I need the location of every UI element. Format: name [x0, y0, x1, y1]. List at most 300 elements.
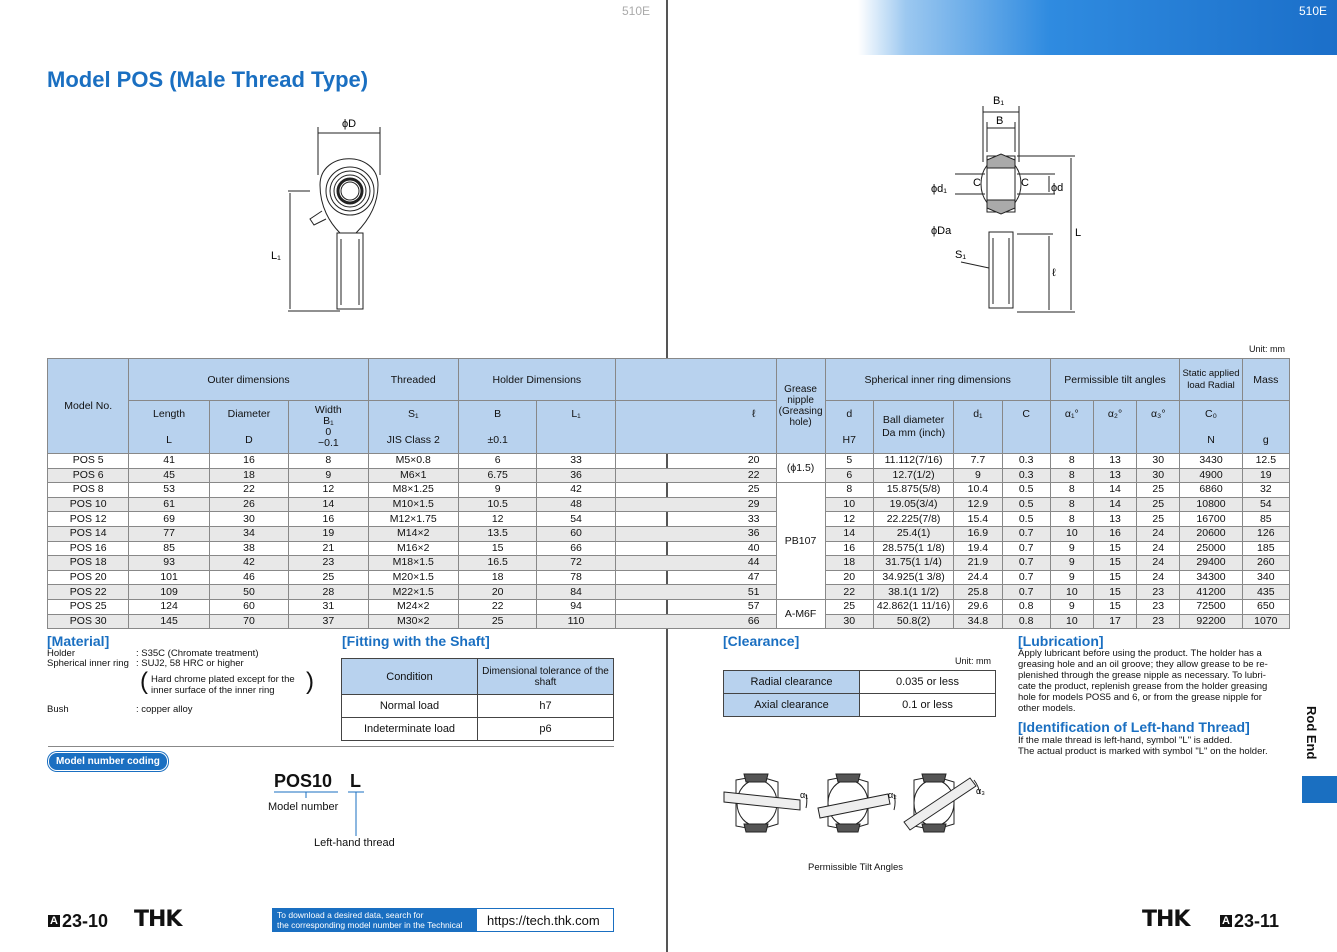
cell-d: 5 — [825, 454, 873, 469]
header-blank — [615, 359, 776, 401]
cell-model: POS 12 — [48, 512, 129, 527]
cell-ball: 15.875(5/8) — [873, 483, 953, 498]
table-row — [48, 614, 1290, 629]
spec-table-body — [48, 454, 1290, 629]
header-mass: Mass — [1242, 359, 1289, 401]
cell-ball: 19.05(3/4) — [873, 497, 953, 512]
cell-width: 14 — [289, 497, 368, 512]
cell-l1: 66 — [537, 541, 615, 556]
header-g: g — [1242, 401, 1289, 454]
rod-end-front-drawing — [270, 115, 400, 325]
cell-diameter: 42 — [209, 556, 288, 571]
label-l1: L₁ — [271, 250, 281, 262]
cell-d1: 21.9 — [954, 556, 1002, 571]
cell-ball: 31.75(1 1/4) — [873, 556, 953, 571]
cell-c: 0.7 — [1002, 570, 1050, 585]
header-diameter: Diameter D — [209, 401, 288, 454]
side-tab-label: Rod End — [1304, 706, 1319, 760]
thk-logo-left: THK — [134, 907, 182, 932]
cell-d: 6 — [825, 468, 873, 483]
cell-a2: 13 — [1093, 454, 1136, 469]
cell-c: 0.7 — [1002, 556, 1050, 571]
cell-a2: 16 — [1093, 526, 1136, 541]
header-width: Width B₁ 0 −0.1 — [289, 401, 368, 454]
clearance-table — [723, 670, 996, 717]
cell-static-load: 92200 — [1180, 614, 1242, 629]
header-ell: ℓ — [615, 401, 776, 454]
cell-c: 0.8 — [1002, 614, 1050, 629]
cell-d: 25 — [825, 599, 873, 614]
cell-thread: M8×1.25 — [368, 483, 458, 498]
doc-code-right: 510E — [1298, 4, 1327, 18]
cell-ell: 20 — [615, 454, 776, 469]
cell-thread: M22×1.5 — [368, 585, 458, 600]
cell-static-load: 6860 — [1180, 483, 1242, 498]
table-row — [48, 599, 1290, 614]
label-phi-d1: ϕd₁ — [931, 183, 947, 195]
cell-l1: 84 — [537, 585, 615, 600]
table-row — [48, 512, 1290, 527]
cell-length: 77 — [129, 526, 209, 541]
cell-c: 0.3 — [1002, 454, 1050, 469]
tilt-a1: α₁ — [800, 790, 809, 800]
label-b1: B₁ — [993, 95, 1005, 107]
cell-d1: 24.4 — [954, 570, 1002, 585]
material-ring-note2: inner surface of the inner ring — [151, 685, 275, 696]
cell-ball: 38.1(1 1/2) — [873, 585, 953, 600]
cell-d1: 12.9 — [954, 497, 1002, 512]
cell-a2: 15 — [1093, 541, 1136, 556]
cell-l1: 33 — [537, 454, 615, 469]
cell-ell: 29 — [615, 497, 776, 512]
cell-width: 23 — [289, 556, 368, 571]
cell-a2: 17 — [1093, 614, 1136, 629]
cell-d: 14 — [825, 526, 873, 541]
cell-b: 18 — [458, 570, 536, 585]
cell-a1: 9 — [1050, 570, 1093, 585]
right-page-number: A 23-11 — [1222, 911, 1279, 931]
material-holder-label: Holder — [47, 648, 75, 659]
cell-a2: 15 — [1093, 570, 1136, 585]
cell-d1: 34.8 — [954, 614, 1002, 629]
cell-d1: 9 — [954, 468, 1002, 483]
cell-ell: 44 — [615, 556, 776, 571]
header-static: Static applied load Radial — [1180, 359, 1242, 401]
cell-mass: 340 — [1242, 570, 1289, 585]
header-s1: S₁ JIS Class 2 — [368, 401, 458, 454]
cell-static-load: 25000 — [1180, 541, 1242, 556]
cell-length: 145 — [129, 614, 209, 629]
left-hand-title: [Identification of Left-hand Thread] — [1018, 719, 1250, 735]
table-unit: Unit: mm — [1249, 344, 1285, 354]
cell-d: 22 — [825, 585, 873, 600]
cell-diameter: 16 — [209, 454, 288, 469]
table-row — [48, 541, 1290, 556]
cell-diameter: 50 — [209, 585, 288, 600]
table-row — [48, 483, 1290, 498]
tech-site-link[interactable]: https://tech.thk.com — [487, 913, 600, 928]
cell-d1: 25.8 — [954, 585, 1002, 600]
cell-length: 124 — [129, 599, 209, 614]
cell-a2: 13 — [1093, 512, 1136, 527]
header-band — [858, 0, 1337, 55]
table-row — [48, 585, 1290, 600]
cell-a3: 30 — [1137, 454, 1180, 469]
fitting-r2-tolerance: p6 — [478, 718, 614, 741]
model-coding-badge: Model number coding — [48, 752, 168, 771]
header-ball: Ball diameter Da mm (inch) — [873, 401, 953, 454]
cell-a3: 25 — [1137, 512, 1180, 527]
cell-c: 0.5 — [1002, 483, 1050, 498]
fitting-r1-tolerance: h7 — [478, 695, 614, 718]
cell-l1: 36 — [537, 468, 615, 483]
cell-a1: 8 — [1050, 454, 1093, 469]
clearance-unit: Unit: mm — [955, 656, 991, 666]
header-outer: Outer dimensions — [129, 359, 368, 401]
cell-diameter: 18 — [209, 468, 288, 483]
cell-length: 69 — [129, 512, 209, 527]
cell-static-load: 16700 — [1180, 512, 1242, 527]
cell-d1: 15.4 — [954, 512, 1002, 527]
cell-thread: M16×2 — [368, 541, 458, 556]
cell-a2: 13 — [1093, 468, 1136, 483]
cell-a1: 10 — [1050, 614, 1093, 629]
cell-length: 85 — [129, 541, 209, 556]
cell-a3: 23 — [1137, 614, 1180, 629]
label-s1: S₁ — [955, 249, 967, 261]
cell-static-load: 72500 — [1180, 599, 1242, 614]
cell-d1: 7.7 — [954, 454, 1002, 469]
coding-model: POS10 — [274, 771, 333, 791]
cell-c: 0.7 — [1002, 526, 1050, 541]
cell-a2: 15 — [1093, 599, 1136, 614]
cell-thread: M10×1.5 — [368, 497, 458, 512]
cell-ell: 25 — [615, 483, 776, 498]
label-c-left: C — [973, 177, 981, 189]
fitting-title: [Fitting with the Shaft] — [342, 633, 490, 649]
header-spherical: Spherical inner ring dimensions — [825, 359, 1050, 401]
cell-b: 16.5 — [458, 556, 536, 571]
cell-a2: 14 — [1093, 483, 1136, 498]
cell-mass: 435 — [1242, 585, 1289, 600]
cell-d: 8 — [825, 483, 873, 498]
cell-width: 28 — [289, 585, 368, 600]
cell-a1: 8 — [1050, 468, 1093, 483]
cell-l1: 48 — [537, 497, 615, 512]
cell-ball: 50.8(2) — [873, 614, 953, 629]
doc-code-left: 510E — [622, 4, 651, 18]
paren-left: ( — [140, 668, 148, 695]
tilt-a2: α₂ — [888, 790, 897, 800]
header-threaded: Threaded — [368, 359, 458, 401]
download-note: To download a desired data, search for the corresponding model number in the Technical site. — [273, 909, 477, 931]
cell-mass: 12.5 — [1242, 454, 1289, 469]
cell-b: 15 — [458, 541, 536, 556]
header-d: d H7 — [825, 401, 873, 454]
cell-static-load: 20600 — [1180, 526, 1242, 541]
cell-model: POS 10 — [48, 497, 129, 512]
cell-b: 22 — [458, 599, 536, 614]
clearance-r2-value: 0.1 or less — [860, 694, 996, 717]
cell-d: 30 — [825, 614, 873, 629]
material-bush-label: Bush — [47, 704, 69, 715]
cell-b: 6 — [458, 454, 536, 469]
coding-suffix-label: Left-hand thread — [314, 837, 395, 849]
cell-a2: 14 — [1093, 497, 1136, 512]
cell-thread: M30×2 — [368, 614, 458, 629]
header-a2: α₂° — [1093, 401, 1136, 454]
cell-c: 0.7 — [1002, 541, 1050, 556]
coding-model-label: Model number — [268, 801, 339, 813]
cell-length: 109 — [129, 585, 209, 600]
table-row — [48, 497, 1290, 512]
cell-a3: 25 — [1137, 483, 1180, 498]
cell-diameter: 22 — [209, 483, 288, 498]
cell-l1: 60 — [537, 526, 615, 541]
cell-thread: M24×2 — [368, 599, 458, 614]
fitting-r2-condition: Indeterminate load — [342, 718, 478, 741]
cell-length: 41 — [129, 454, 209, 469]
cell-length: 93 — [129, 556, 209, 571]
cell-a3: 23 — [1137, 599, 1180, 614]
left-hand-line2: The actual product is marked with symbol "L" on the holder. — [1018, 746, 1268, 757]
cell-a1: 8 — [1050, 512, 1093, 527]
header-l1: L₁ — [537, 401, 615, 454]
cell-l1: 94 — [537, 599, 615, 614]
cell-ball: 11.112(7/16) — [873, 454, 953, 469]
label-phi-d: ϕD — [342, 118, 357, 130]
clearance-r2-label: Axial clearance — [724, 694, 860, 717]
cell-a1: 10 — [1050, 526, 1093, 541]
label-l: L — [1075, 227, 1082, 239]
fitting-header-tolerance: Dimensional tolerance of the shaft — [478, 659, 614, 695]
cell-d: 18 — [825, 556, 873, 571]
cell-c: 0.8 — [1002, 599, 1050, 614]
fitting-r1-condition: Normal load — [342, 695, 478, 718]
cell-a3: 24 — [1137, 526, 1180, 541]
cell-thread: M18×1.5 — [368, 556, 458, 571]
cell-a3: 24 — [1137, 570, 1180, 585]
cell-width: 21 — [289, 541, 368, 556]
cell-diameter: 38 — [209, 541, 288, 556]
cell-model: POS 25 — [48, 599, 129, 614]
table-row — [48, 570, 1290, 585]
cell-b: 12 — [458, 512, 536, 527]
cell-ball: 34.925(1 3/8) — [873, 570, 953, 585]
cell-a3: 30 — [1137, 468, 1180, 483]
cell-d1: 29.6 — [954, 599, 1002, 614]
cell-a3: 25 — [1137, 497, 1180, 512]
grease-cell-pb107: PB107 — [776, 483, 825, 600]
material-ring-note1: Hard chrome plated except for the — [151, 674, 295, 685]
tilt-caption: Permissible Tilt Angles — [808, 862, 904, 873]
cell-static-load: 34300 — [1180, 570, 1242, 585]
header-model: Model No. — [48, 359, 129, 454]
cell-width: 8 — [289, 454, 368, 469]
label-b: B — [996, 115, 1004, 127]
cell-width: 9 — [289, 468, 368, 483]
cell-thread: M6×1 — [368, 468, 458, 483]
cell-model: POS 30 — [48, 614, 129, 629]
cell-ell: 36 — [615, 526, 776, 541]
label-phi-da: ϕDa — [931, 225, 952, 237]
header-a1: α₁° — [1050, 401, 1093, 454]
lubrication-line: cate the product, replenish grease from the holder greasing — [1018, 681, 1268, 692]
cell-model: POS 6 — [48, 468, 129, 483]
cell-a1: 9 — [1050, 556, 1093, 571]
cell-a1: 8 — [1050, 497, 1093, 512]
cell-a3: 24 — [1137, 556, 1180, 571]
rod-end-side-drawing — [925, 92, 1085, 318]
cell-ball: 12.7(1/2) — [873, 468, 953, 483]
cell-a1: 8 — [1050, 483, 1093, 498]
cell-model: POS 16 — [48, 541, 129, 556]
spec-table — [47, 358, 1290, 629]
cell-a1: 10 — [1050, 585, 1093, 600]
cell-model: POS 22 — [48, 585, 129, 600]
cell-ell: 51 — [615, 585, 776, 600]
cell-static-load: 41200 — [1180, 585, 1242, 600]
header-c0: C₀ N — [1180, 401, 1242, 454]
header-holder: Holder Dimensions — [458, 359, 615, 401]
header-grease: Grease nipple (Greasing hole) — [776, 359, 825, 454]
cell-a1: 9 — [1050, 541, 1093, 556]
header-a3: α₃° — [1137, 401, 1180, 454]
lubrication-line: plenished through the grease nipple as necessary. To lubri- — [1018, 670, 1266, 681]
cell-a1: 9 — [1050, 599, 1093, 614]
lubrication-text — [1018, 648, 1292, 714]
cell-model: POS 5 — [48, 454, 129, 469]
cell-c: 0.3 — [1002, 468, 1050, 483]
tilt-angle-drawings — [718, 768, 998, 838]
cell-width: 12 — [289, 483, 368, 498]
lubrication-line: greasing hole and an oil groove; they allow grease to be re- — [1018, 659, 1268, 670]
fitting-header-condition: Condition — [342, 659, 478, 695]
coding-rule — [48, 746, 614, 747]
header-tilt: Permissible tilt angles — [1050, 359, 1180, 401]
cell-mass: 19 — [1242, 468, 1289, 483]
cell-width: 37 — [289, 614, 368, 629]
cell-length: 53 — [129, 483, 209, 498]
cell-mass: 54 — [1242, 497, 1289, 512]
cell-width: 25 — [289, 570, 368, 585]
left-page-number: A 23-10 — [50, 911, 108, 931]
cell-l1: 78 — [537, 570, 615, 585]
cell-d: 12 — [825, 512, 873, 527]
cell-static-load: 29400 — [1180, 556, 1242, 571]
clearance-r1-value: 0.035 or less — [860, 671, 996, 694]
label-ell: ℓ — [1052, 267, 1056, 279]
clearance-title: [Clearance] — [723, 633, 800, 649]
paren-right: ) — [306, 668, 314, 695]
side-tab-marker — [1302, 776, 1337, 803]
lubrication-line: hole for models POS5 and 6, or from the grease nipple for — [1018, 692, 1262, 703]
cell-b: 9 — [458, 483, 536, 498]
cell-mass: 1070 — [1242, 614, 1289, 629]
cell-model: POS 20 — [48, 570, 129, 585]
cell-l1: 54 — [537, 512, 615, 527]
grease-cell-phi15: (ϕ1.5) — [776, 454, 825, 483]
material-ring-value: : SUJ2, 58 HRC or higher — [136, 658, 244, 669]
header-length: Length L — [129, 401, 209, 454]
cell-ball: 22.225(7/8) — [873, 512, 953, 527]
cell-mass: 85 — [1242, 512, 1289, 527]
cell-width: 19 — [289, 526, 368, 541]
cell-d1: 10.4 — [954, 483, 1002, 498]
material-title: [Material] — [47, 633, 110, 649]
cell-l1: 72 — [537, 556, 615, 571]
download-box — [272, 908, 614, 940]
cell-d: 20 — [825, 570, 873, 585]
lubrication-line: other models. — [1018, 703, 1076, 714]
cell-b: 13.5 — [458, 526, 536, 541]
cell-l1: 42 — [537, 483, 615, 498]
cell-c: 0.5 — [1002, 497, 1050, 512]
cell-diameter: 30 — [209, 512, 288, 527]
cell-static-load: 4900 — [1180, 468, 1242, 483]
cell-b: 20 — [458, 585, 536, 600]
clearance-r1-label: Radial clearance — [724, 671, 860, 694]
cell-thread: M20×1.5 — [368, 570, 458, 585]
lubrication-title: [Lubrication] — [1018, 633, 1104, 649]
coding-suffix: L — [350, 771, 361, 791]
grease-cell-am6f: A-M6F — [776, 599, 825, 628]
cell-static-load: 3430 — [1180, 454, 1242, 469]
cell-length: 101 — [129, 570, 209, 585]
left-hand-line1: If the male thread is left-hand, symbol "L" is added. — [1018, 735, 1233, 746]
table-row — [48, 468, 1290, 483]
cell-mass: 650 — [1242, 599, 1289, 614]
cell-static-load: 10800 — [1180, 497, 1242, 512]
cell-b: 10.5 — [458, 497, 536, 512]
cell-mass: 126 — [1242, 526, 1289, 541]
cell-mass: 260 — [1242, 556, 1289, 571]
cell-ball: 25.4(1) — [873, 526, 953, 541]
cell-l1: 110 — [537, 614, 615, 629]
table-row — [48, 454, 1290, 469]
cell-thread: M14×2 — [368, 526, 458, 541]
cell-ell: 22 — [615, 468, 776, 483]
cell-length: 45 — [129, 468, 209, 483]
coding-leader-lines — [270, 790, 370, 840]
cell-thread: M12×1.75 — [368, 512, 458, 527]
page-title: Model POS (Male Thread Type) — [47, 67, 369, 92]
label-phi-d-right: ϕd — [1051, 182, 1064, 194]
cell-a3: 24 — [1137, 541, 1180, 556]
cell-diameter: 70 — [209, 614, 288, 629]
cell-length: 61 — [129, 497, 209, 512]
cell-d1: 19.4 — [954, 541, 1002, 556]
tilt-a3: α₃ — [976, 786, 985, 796]
cell-b: 6.75 — [458, 468, 536, 483]
cell-diameter: 34 — [209, 526, 288, 541]
label-c-right: C — [1021, 177, 1029, 189]
cell-ell: 47 — [615, 570, 776, 585]
table-row — [48, 526, 1290, 541]
cell-ball: 28.575(1 1/8) — [873, 541, 953, 556]
cell-c: 0.7 — [1002, 585, 1050, 600]
fitting-table — [341, 658, 614, 741]
header-d1: d₁ — [954, 401, 1002, 454]
material-holder-value: : S35C (Chromate treatment) — [136, 648, 259, 659]
cell-ell: 66 — [615, 614, 776, 629]
cell-ell: 40 — [615, 541, 776, 556]
cell-mass: 185 — [1242, 541, 1289, 556]
cell-ell: 57 — [615, 599, 776, 614]
header-b: B ±0.1 — [458, 401, 536, 454]
material-ring-label: Spherical inner ring — [47, 658, 129, 669]
cell-a2: 15 — [1093, 585, 1136, 600]
